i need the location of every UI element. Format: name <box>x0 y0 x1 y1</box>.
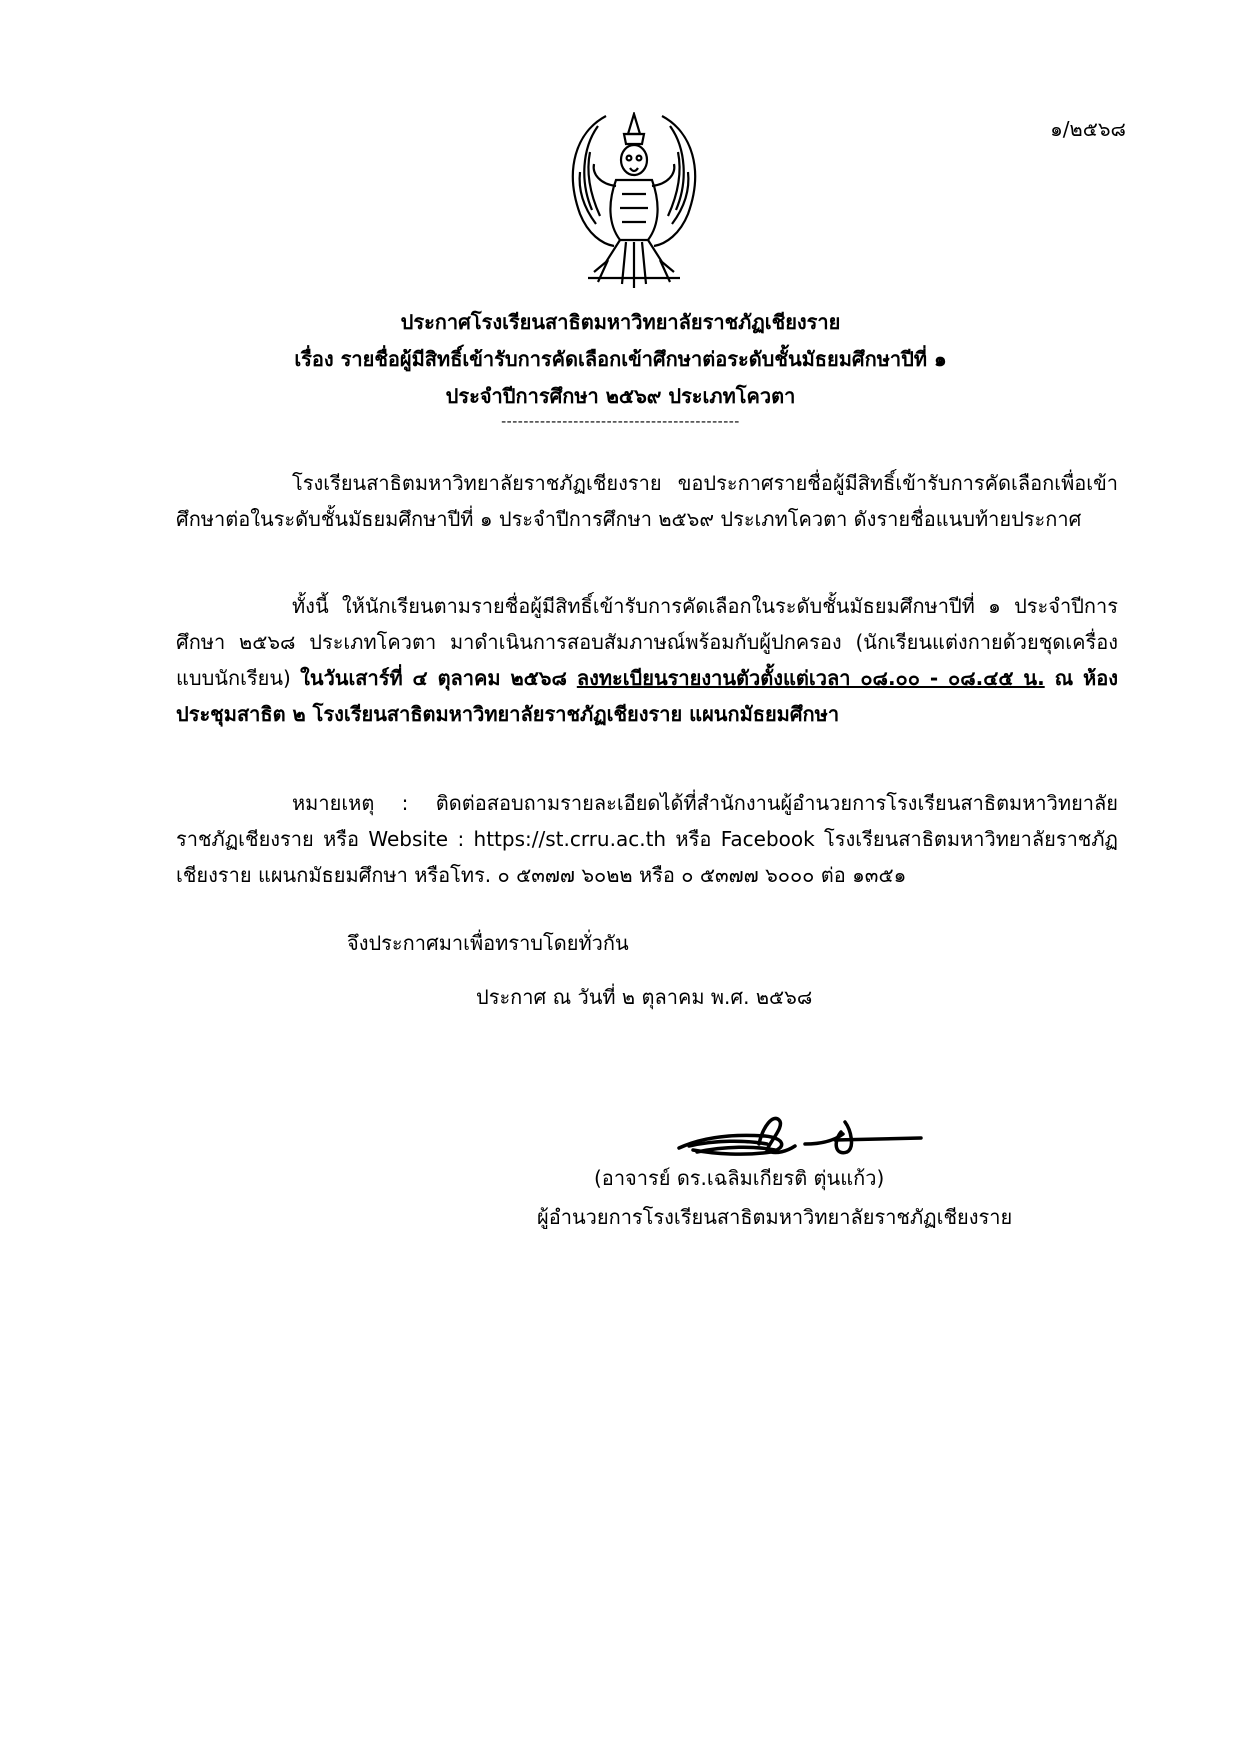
paragraph-instructions <box>176 588 1118 732</box>
announcement-title: ประกาศโรงเรียนสาธิตมหาวิทยาลัยราชภัฏเชียงราย <box>400 310 841 334</box>
signer-title: ผู้อำนวยการโรงเรียนสาธิตมหาวิทยาลัยราชภัฏเชียงราย <box>537 1205 1013 1229</box>
announcement-academic-year: ประจำปีการศึกษา ๒๕๖๙ ประเภทโควตา <box>445 384 796 408</box>
header-separator: ------------------------------------------- <box>501 414 740 430</box>
interview-date: ในวันเสาร์ที่ ๔ ตุลาคม ๒๕๖๘ <box>300 666 577 690</box>
interview-location: ณ ห้องประชุมสาธิต ๒ โรงเรียนสาธิตมหาวิทยาลัยราชภัฏเชียงราย แผนกมัธยมศึกษา <box>176 666 1118 726</box>
closing-statement: จึงประกาศมาเพื่อทราบโดยทั่วกัน <box>347 931 629 955</box>
instructions-intro: ทั้งนี้ ให้นักเรียนตามรายชื่อผู้มีสิทธิ์เข้ารับการคัดเลือกในระดับชั้นมัธยมศึกษาปีที่ ๑ ประจำปีการศึกษา ๒๕๖๘ ประเภทโควตา มาดำเนินการสอบสัมภาษณ์พร้อมกับผู้ปกครอง (นักเรียนแต่งกายด้วยชุดเครื่องแบบนักเรียน) <box>176 594 1118 690</box>
signer-name: (อาจารย์ ดร.เฉลิมเกียรติ ตุ่นแก้ว) <box>594 1166 885 1190</box>
announcement-subject: เรื่อง รายชื่อผู้มีสิทธิ์เข้ารับการคัดเลือกเข้าศึกษาต่อระดับชั้นมัธยมศึกษาปีที่ ๑ <box>294 347 947 371</box>
handwritten-signature <box>675 1100 925 1170</box>
garuda-emblem <box>558 112 710 292</box>
paragraph-remark: หมายเหตุ : ติดต่อสอบถามรายละเอียดได้ที่สำนักงานผู้อำนวยการโรงเรียนสาธิตมหาวิทยาลัยราชภัฏเชียงราย หรือ Website : https://st.crru.ac.th หรือ Facebook โรงเรียนสาธิตมหาวิทยาลัยราชภัฏเชียงราย แผนกมัธยมศึกษา หรือโทร. ๐ ๕๓๗๗ ๖๐๒๒ หรือ ๐ ๕๓๗๗ ๖๐๐๐ ต่อ ๑๓๕๑ <box>176 791 1118 887</box>
document-number: ๑/๒๕๖๘ <box>1050 117 1126 141</box>
announcement-date: ประกาศ ณ วันที่ ๒ ตุลาคม พ.ศ. ๒๕๖๘ <box>476 985 813 1009</box>
registration-time: ลงทะเบียนรายงานตัวตั้งแต่เวลา ๐๘.๐๐ - ๐๘.๔๕ น. <box>576 666 1045 690</box>
paragraph-announcement: โรงเรียนสาธิตมหาวิทยาลัยราชภัฏเชียงราย ขอประกาศรายชื่อผู้มีสิทธิ์เข้ารับการคัดเลือกเพื่อเข้าศึกษาต่อในระดับชั้นมัธยมศึกษาปีที่ ๑ ประจำปีการศึกษา ๒๕๖๙ ประเภทโควตา ดังรายชื่อแนบท้ายประกาศ <box>176 471 1118 531</box>
